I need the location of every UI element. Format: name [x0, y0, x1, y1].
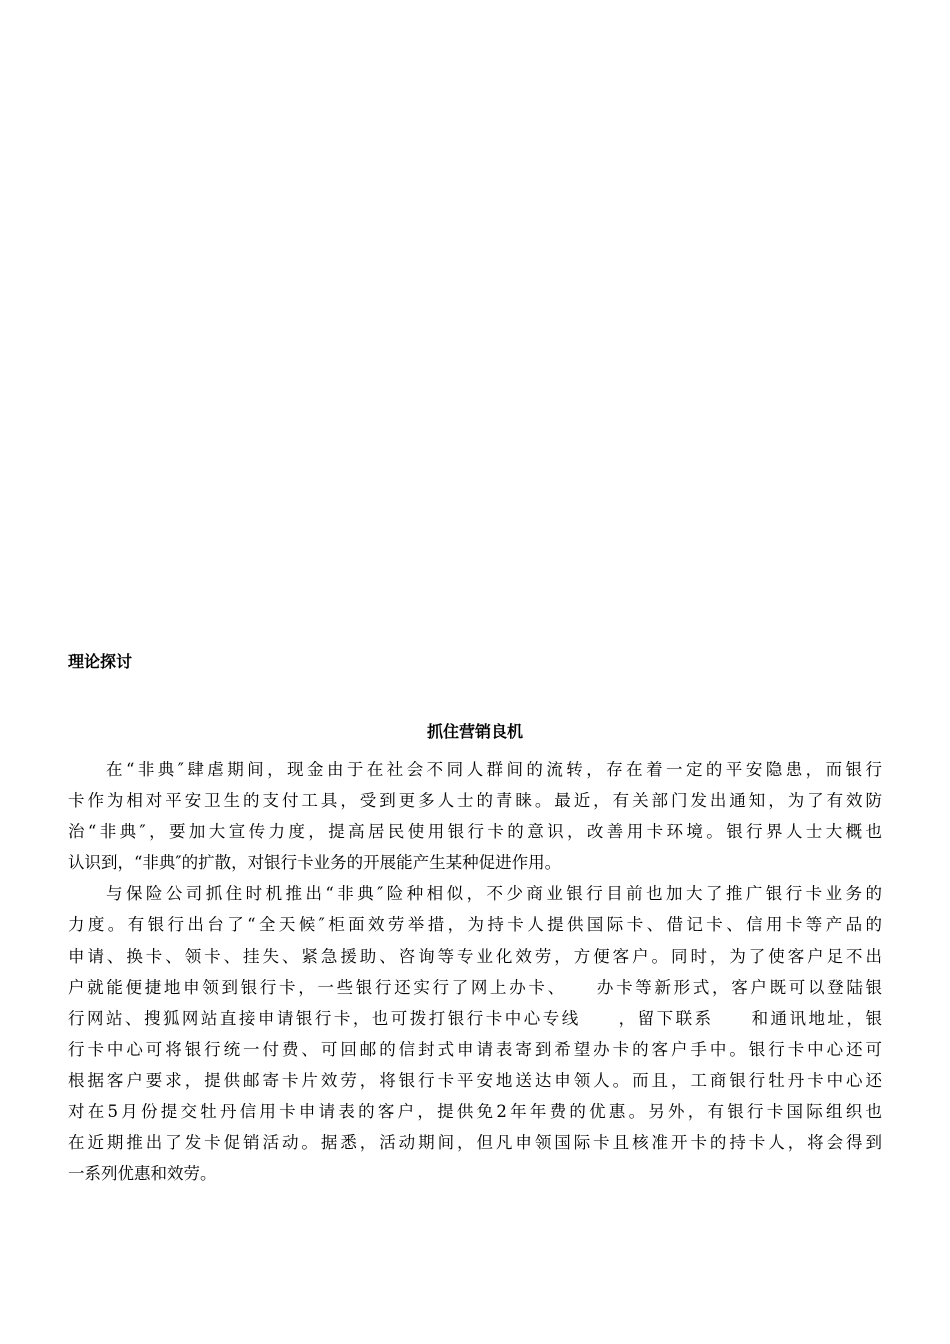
paragraph-line: 与保险公司抓住时机推出“非典″险种相似，不少商业银行目前也加大了推广银行卡业务的	[106, 884, 882, 904]
paragraph-line: 治“非典″，要加大宣传力度，提高居民使用银行卡的意识，改善用卡环境。银行界人士大概也	[68, 822, 882, 842]
paragraph-line: 在“非典″肆虐期间，现金由于在社会不同人群间的流转，存在着一定的平安隐患，而银行	[106, 760, 882, 779]
article-title: 抓住营销良机	[426, 722, 523, 741]
paragraph-1	[68, 754, 882, 878]
paragraph-line: 户就能便捷地申领到银行卡，一些银行还实行了网上办卡、 办卡等新形式，客户既可以登陆银	[68, 977, 882, 997]
paragraph-line: 根据客户要求，提供邮寄卡片效劳，将银行卡平安地送达申领人。而且，工商银行牡丹卡中心还	[68, 1070, 882, 1090]
paragraph-2	[68, 878, 882, 1189]
paragraph-line: 行卡中心可将银行统一付费、可回邮的信封式申请表寄到希望办卡的客户手中。银行卡中心还可	[68, 1039, 882, 1059]
paragraph-line: 在近期推出了发卡促销活动。据悉，活动期间，但凡申领国际卡且核准开卡的持卡人，将会得到	[68, 1133, 882, 1153]
paragraph-line: 对在5月份提交牡丹信用卡申请表的客户，提供免2年年费的优惠。另外，有银行卡国际组织也	[68, 1102, 882, 1122]
section-label: 理论探讨	[68, 652, 133, 671]
paragraph-line: 力度。有银行出台了“全天候″柜面效劳举措，为持卡人提供国际卡、借记卡、信用卡等产品的	[68, 915, 882, 935]
paragraph-line: 申请、换卡、领卡、挂失、紧急援助、咨询等专业化效劳，方便客户。同时，为了使客户足不出	[68, 946, 882, 966]
paragraph-line: 一系列优惠和效劳。	[68, 1164, 217, 1184]
paragraph-line: 卡作为相对平安卫生的支付工具，受到更多人士的青睐。最近，有关部门发出通知，为了有效防	[68, 791, 882, 811]
paragraph-line: 认识到，“非典″的扩散，对银行卡业务的开展能产生某种促进作用。	[68, 853, 562, 873]
article-body	[68, 754, 882, 1189]
paragraph-line: 行网站、搜狐网站直接申请银行卡，也可拨打银行卡中心专线 ，留下联系 和通讯地址，银	[68, 1008, 882, 1028]
